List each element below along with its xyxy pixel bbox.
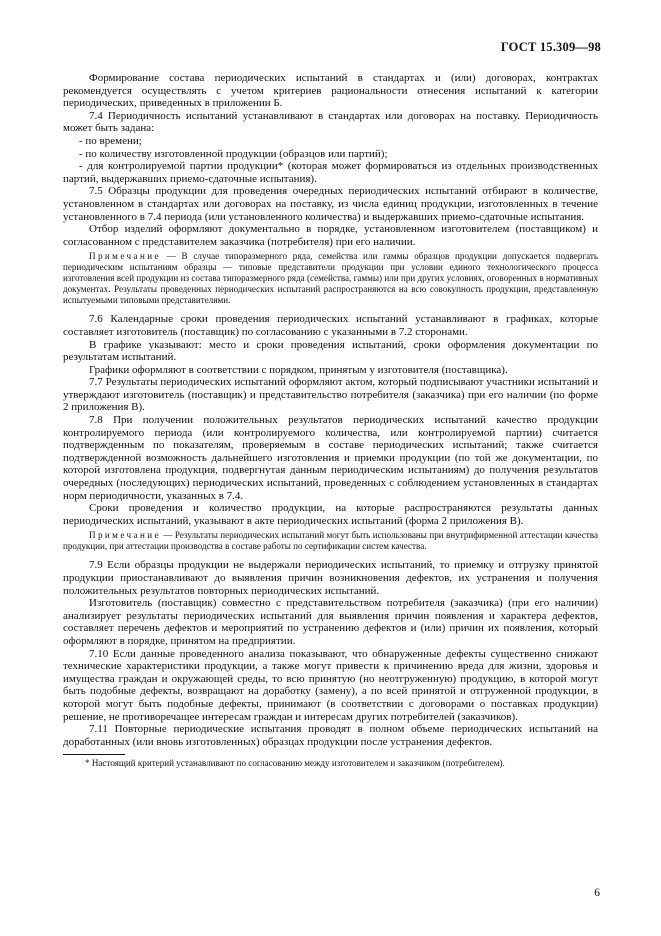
paragraph: В графике указывают: место и сроки проведения испытаний, сроки оформления документации по результатам испытаний. [63, 338, 598, 364]
note [63, 530, 598, 552]
note [63, 251, 598, 306]
footnote: * Настоящий критерий устанавливают по согласованию между изготовителем и заказчиком (потребителем). [85, 758, 505, 769]
clause-7-4: 7.4 Периодичность испытаний устанавливают в стандартах или договорах на поставку. Периодичность может быть задана: [63, 109, 598, 135]
note-label: Примечание [89, 530, 161, 541]
list-item: - для контролируемой партии продукции* (которая может формироваться из отдельных производственных партий, выдержавших приемо-сдаточные испытания). [63, 160, 598, 185]
page-content [63, 72, 598, 769]
footnote-divider [63, 754, 125, 755]
paragraph: Изготовитель (поставщик) совместно с представительством потребителя (заказчика) (при его наличии) анализирует результаты периодических испытаний для выявления причин появления и характера дефектов, составляет перечень дефектов и мероприятий по устранению дефектов и (или) причин их появления, который оформляют в порядке, принятом на предприятии. [63, 597, 598, 647]
note-label: Примечание [89, 251, 161, 262]
clause-7-7: 7.7 Результаты периодических испытаний оформляют актом, который подписывают участники испытаний и утверждают изготовитель (поставщик) и представительство потребителя (заказчика) при его наличии (по форме 2 приложения В). [63, 376, 598, 414]
standard-header: ГОСТ 15.309—98 [500, 40, 601, 54]
clause-7-11: 7.11 Повторные периодические испытания проводят в полном объеме периодических испытаний на доработанных (или вновь изготовленных) образцах продукции после устранения дефектов. [63, 723, 598, 748]
note-text: — В случае типоразмерного ряда, семейства или гаммы образцов продукции допускается подвергать периодическим испытаниям образцы — типовые представители продукции при условии единого технологического процесса изготовления всей продукции из состава типоразмерного ряда (семейства, гаммы) или при других условиях, оговоренных в нормативных документах. Результаты проведенных периодических испытаний распространяются на всю совокупность продукции, представленную испытуемыми типовыми представителями. [63, 251, 598, 306]
page-number: 6 [594, 887, 600, 899]
clause-7-6: 7.6 Календарные сроки проведения периодических испытаний устанавливают в графиках, которые составляет изготовитель (поставщик) по согласованию с указанными в 7.2 сторонами. [63, 313, 598, 338]
list-item: - по количеству изготовленной продукции (образцов или партий); [79, 147, 388, 160]
clause-7-8: 7.8 При получении положительных результатов периодических испытаний качество продукции контролируемого периода (или контролируемого количества, или контролируемой партии) считается подтвержденным по показателям, проверяемым в составе периодических испытаний; также считается подтвержденной возможность дальнейшего изготовления и приемки продукции (по той же документации, по которой изготовлена продукция, подвергнутая данным периодическим испытаниям) до получения результатов очередных (последующих) периодических испытаний, проведенных с соблюдением установленных в стандартах норм периодичности, указанных в 7.4. [63, 414, 598, 502]
clause-7-5: 7.5 Образцы продукции для проведения очередных периодических испытаний отбирают в количестве, установленном в стандартах или договорах на поставку, из числа единиц продукции, изготовленных в течение установленного в 7.4 периода (или установленного количества) и выдержавших приемо-сдаточные испытания. [63, 185, 598, 223]
paragraph: Графики оформляют в соответствии с порядком, принятым у изготовителя (поставщика). [89, 363, 508, 376]
paragraph: Формирование состава периодических испытаний в стандартах и (или) договорах, контрактах рекомендуется осуществлять с учетом критериев рациональности отнесения испытаний к категории периодических, приведенных в приложении Б. [63, 72, 598, 110]
note-text: — Результаты периодических испытаний могут быть использованы при внутрифирменной аттестации качества продукции, при аттестации производства в составе работы по сертификации систем качества. [63, 530, 598, 552]
clause-7-10: 7.10 Если данные проведенного анализа показывают, что обнаруженные дефекты существенно снижают технические характеристики продукции, а также могут привести к причинению вреда для жизни, здоровья и имущества граждан и окружающей среды, то всю принятую (но неотгруженную) продукцию, в которой могут быть подобные дефекты, возвращают на доработку (замену), а по всей принятой и отгруженной продукции, в которой могут быть подобные дефекты, принимают (в соответствии с договорами о поставках продукции) решение, не противоречащее интересам граждан и интересам других потребителей (заказчиков). [63, 647, 598, 723]
list-item: - по времени; [79, 134, 142, 147]
clause-7-9: 7.9 Если образцы продукции не выдержали периодических испытаний, то приемку и отгрузку принятой продукции приостанавливают до выявления причин возникновения дефектов, их устранения и получения положительных результатов повторных периодических испытаний. [63, 559, 598, 597]
paragraph: Сроки проведения и количество продукции, на которые распространяются результаты данных периодических испытаний, указывают в акте периодических испытаний (форма 2 приложения В). [63, 502, 598, 527]
paragraph: Отбор изделий оформляют документально в порядке, установленном изготовителем (поставщиком) и согласованном с представителем заказчика (потребителя) при его наличии. [63, 223, 598, 248]
